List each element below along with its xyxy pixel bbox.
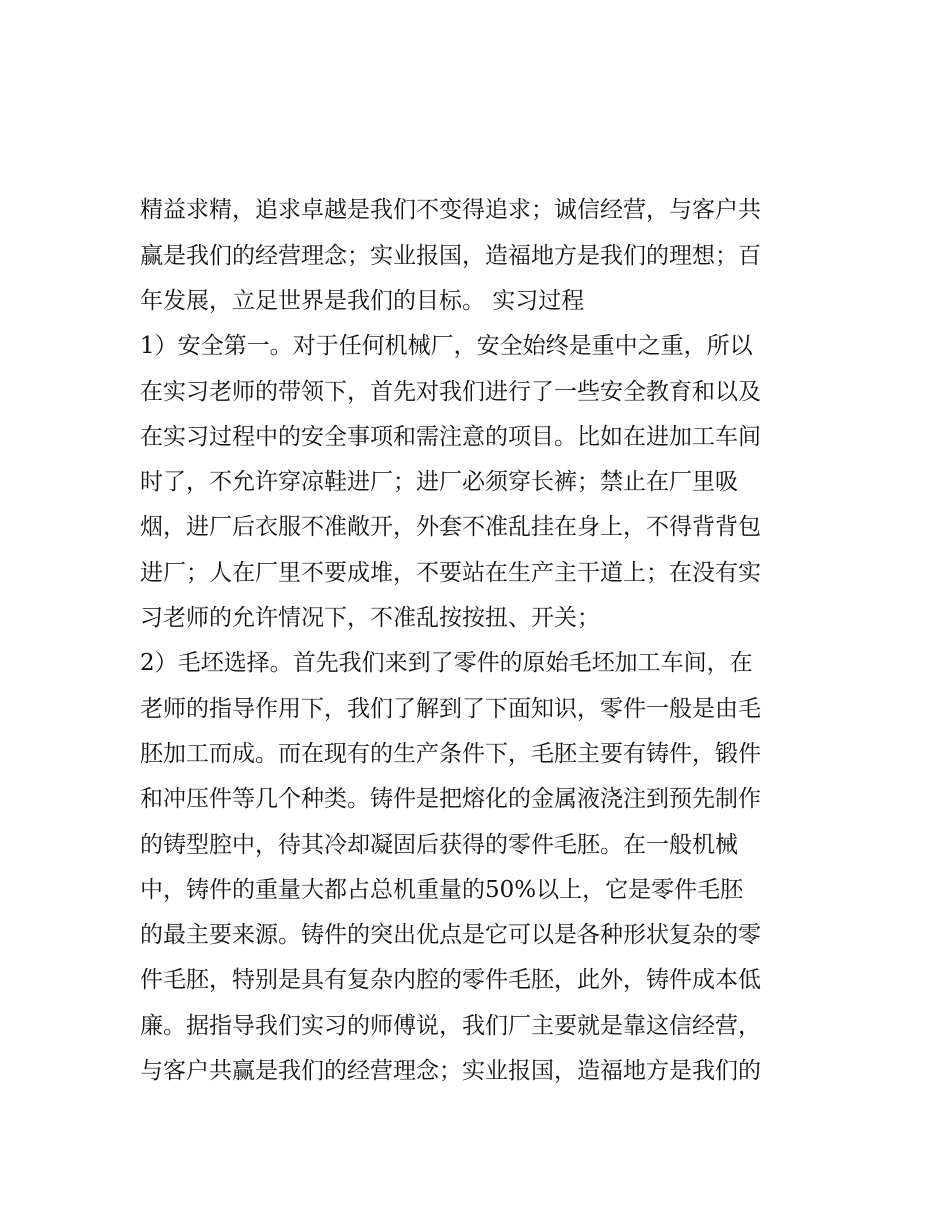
- text-line-3: 年发展，立足世界是我们的目标。 实习过程: [140, 288, 585, 314]
- text-line-1: 精益求精，追求卓越是我们不变得追求；诚信经营，与客户共: [140, 197, 761, 224]
- text-line-12: 老师的指导作用下，我们了解到了下面知识，零件一般是由毛: [140, 695, 761, 722]
- body-text: [140, 197, 820, 1094]
- text-line-5: 在实习老师的带领下，首先对我们进行了一些安全教育和以及: [140, 378, 761, 405]
- text-line-4: 1）安全第一。对于任何机械厂，安全始终是重中之重，所以: [140, 333, 753, 360]
- text-line-16: 中，铸件的重量大都占总机重量的50%以上，它是零件毛胚: [140, 876, 744, 903]
- text-line-7: 时了，不允许穿凉鞋进厂；进厂必须穿长裤；禁止在厂里吸: [140, 469, 738, 496]
- text-line-17: 的最主要来源。铸件的突出优点是它可以是各种形状复杂的零: [140, 922, 761, 949]
- text-line-10: 习老师的允许情况下，不准乱按按扭、开关；: [140, 605, 600, 632]
- text-line-8: 烟，进厂后衣服不准敞开，外套不准乱挂在身上，不得背背包: [140, 514, 761, 541]
- text-line-19: 廉。据指导我们实习的师傅说，我们厂主要就是靠这信经营，: [140, 1012, 761, 1039]
- text-line-11: 2）毛坯选择。首先我们来到了零件的原始毛坯加工车间，在: [140, 650, 753, 677]
- text-line-18: 件毛胚，特别是具有复杂内腔的零件毛胚，此外，铸件成本低: [140, 967, 761, 994]
- text-line-14: 和冲压件等几个种类。铸件是把熔化的金属液浇注到预先制作: [140, 786, 761, 813]
- text-line-2: 赢是我们的经营理念；实业报国，造福地方是我们的理想；百: [140, 242, 761, 269]
- text-line-9: 进厂；人在厂里不要成堆，不要站在生产主干道上；在没有实: [140, 559, 761, 586]
- text-line-6: 在实习过程中的安全事项和需注意的项目。比如在进加工车间: [140, 423, 761, 450]
- text-line-20: 与客户共赢是我们的经营理念；实业报国，造福地方是我们的: [140, 1058, 761, 1085]
- text-line-15: 的铸型腔中，待其冷却凝固后获得的零件毛胚。在一般机械: [140, 831, 738, 858]
- text-line-13: 胚加工而成。而在现有的生产条件下，毛胚主要有铸件，锻件: [140, 740, 761, 767]
